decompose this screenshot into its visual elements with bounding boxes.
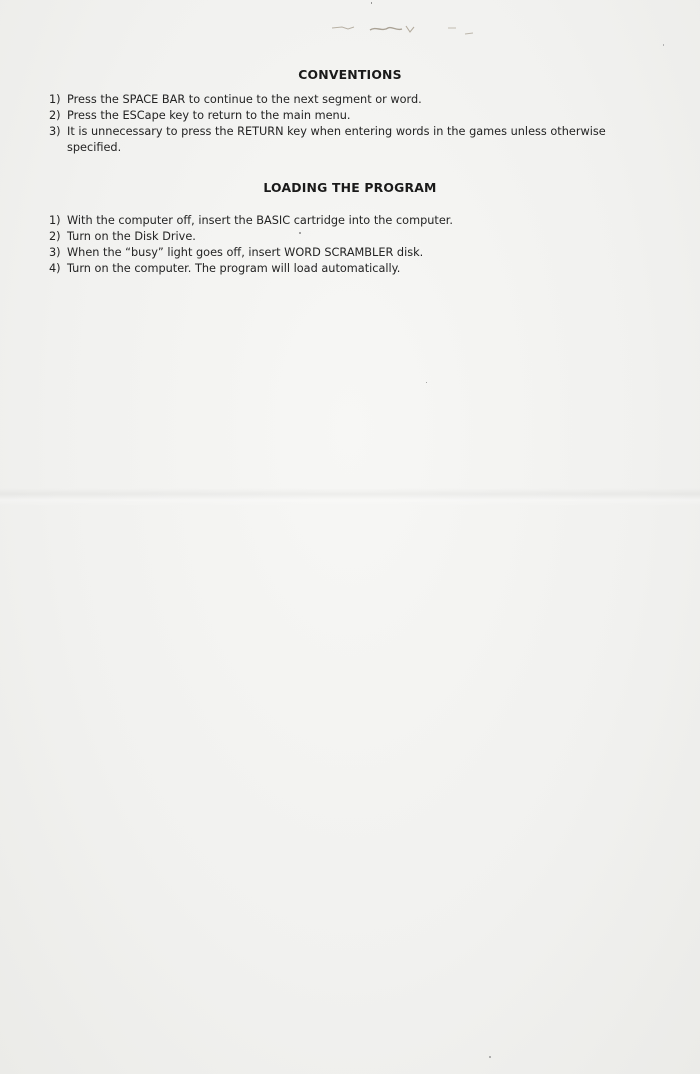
- item-text: Turn on the Disk Drive.: [67, 230, 196, 243]
- list-item: [49, 124, 649, 156]
- paper-speck: [489, 1056, 491, 1058]
- item-number: 4): [49, 262, 61, 275]
- list-item: [49, 261, 609, 277]
- list-item: [49, 213, 609, 229]
- item-number: 1): [49, 93, 61, 106]
- list-item: [49, 229, 609, 245]
- loading-list: [49, 213, 609, 277]
- paper-speck: [371, 2, 372, 4]
- list-item: [49, 245, 609, 261]
- item-text: Turn on the computer. The program will load automatically.: [67, 262, 401, 275]
- item-text: With the computer off, insert the BASIC cartridge into the computer.: [67, 214, 453, 227]
- item-number: 2): [49, 109, 61, 122]
- item-text: When the “busy” light goes off, insert WORD SCRAMBLER disk.: [67, 246, 424, 259]
- item-text: Press the SPACE BAR to continue to the next segment or word.: [67, 93, 422, 106]
- item-number: 1): [49, 214, 61, 227]
- item-text: Press the ESCape key to return to the main menu.: [67, 109, 351, 122]
- item-number: 3): [49, 246, 61, 259]
- list-item: [49, 108, 649, 124]
- conventions-heading: CONVENTIONS: [298, 67, 402, 82]
- item-text: It is unnecessary to press the RETURN key when entering words in the games unless otherwise specified.: [67, 125, 606, 154]
- conventions-list: [49, 92, 649, 156]
- item-number: 2): [49, 230, 61, 243]
- list-item: [49, 92, 649, 108]
- item-number: 3): [49, 125, 61, 138]
- paper-speck: [426, 382, 427, 383]
- paper-smudge: [330, 22, 480, 38]
- paper-speck: [663, 44, 664, 46]
- paper-speck: [299, 232, 301, 234]
- loading-heading: LOADING THE PROGRAM: [263, 180, 437, 195]
